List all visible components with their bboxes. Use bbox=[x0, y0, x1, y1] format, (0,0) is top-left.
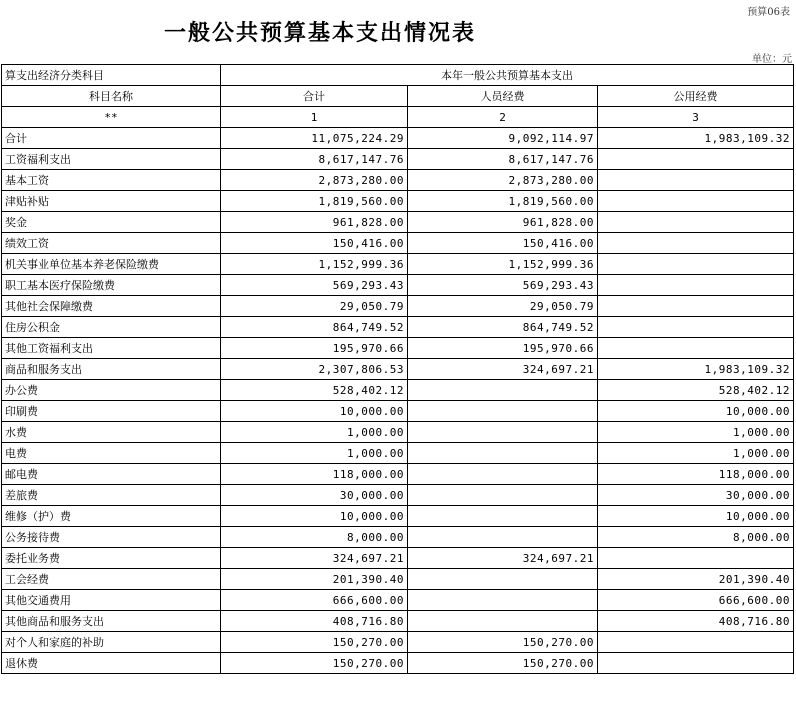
table-row bbox=[2, 485, 794, 506]
row-personnel-cell: 1,819,560.00 bbox=[408, 191, 598, 212]
row-total-cell: 864,749.52 bbox=[221, 317, 408, 338]
row-personnel-cell bbox=[408, 443, 598, 464]
row-personnel-cell bbox=[408, 485, 598, 506]
row-total-cell: 408,716.80 bbox=[221, 611, 408, 632]
row-name-cell: 印刷费 bbox=[2, 401, 221, 422]
row-public-cell: 666,600.00 bbox=[598, 590, 794, 611]
row-public-cell bbox=[598, 653, 794, 674]
row-public-cell bbox=[598, 632, 794, 653]
table-row bbox=[2, 338, 794, 359]
row-name-cell: 电费 bbox=[2, 443, 221, 464]
row-name-cell: 住房公积金 bbox=[2, 317, 221, 338]
row-total-cell: 961,828.00 bbox=[221, 212, 408, 233]
row-personnel-cell bbox=[408, 569, 598, 590]
budget-table bbox=[1, 64, 794, 674]
row-public-cell bbox=[598, 233, 794, 254]
index-row bbox=[2, 107, 794, 128]
row-public-cell bbox=[598, 254, 794, 275]
row-name-cell: 公务接待费 bbox=[2, 527, 221, 548]
table-row bbox=[2, 191, 794, 212]
table-row bbox=[2, 632, 794, 653]
row-public-cell bbox=[598, 338, 794, 359]
column-header-personnel: 人员经费 bbox=[408, 86, 598, 107]
page-title: 一般公共预算基本支出情况表 bbox=[163, 20, 476, 46]
row-name-cell: 水费 bbox=[2, 422, 221, 443]
column-header-name: 科目名称 bbox=[2, 86, 221, 107]
table-row bbox=[2, 569, 794, 590]
table-row bbox=[2, 443, 794, 464]
row-personnel-cell: 324,697.21 bbox=[408, 548, 598, 569]
row-name-cell: 津贴补贴 bbox=[2, 191, 221, 212]
row-public-cell bbox=[598, 317, 794, 338]
row-personnel-cell: 864,749.52 bbox=[408, 317, 598, 338]
row-name-cell: 其他社会保障缴费 bbox=[2, 296, 221, 317]
row-total-cell: 2,873,280.00 bbox=[221, 170, 408, 191]
index-cell: 2 bbox=[408, 107, 598, 128]
row-public-cell: 30,000.00 bbox=[598, 485, 794, 506]
row-total-cell: 30,000.00 bbox=[221, 485, 408, 506]
row-name-cell: 办公费 bbox=[2, 380, 221, 401]
row-name-cell: 其他工资福利支出 bbox=[2, 338, 221, 359]
table-row bbox=[2, 527, 794, 548]
column-header-public: 公用经费 bbox=[598, 86, 794, 107]
row-total-cell: 569,293.43 bbox=[221, 275, 408, 296]
row-total-cell: 8,000.00 bbox=[221, 527, 408, 548]
row-total-cell: 1,819,560.00 bbox=[221, 191, 408, 212]
row-personnel-cell bbox=[408, 401, 598, 422]
table-row bbox=[2, 380, 794, 401]
row-name-cell: 其他交通费用 bbox=[2, 590, 221, 611]
row-name-cell: 差旅费 bbox=[2, 485, 221, 506]
row-total-cell: 150,270.00 bbox=[221, 632, 408, 653]
row-name-cell: 维修（护）费 bbox=[2, 506, 221, 527]
row-name-cell: 基本工资 bbox=[2, 170, 221, 191]
row-public-cell bbox=[598, 296, 794, 317]
table-row bbox=[2, 275, 794, 296]
row-personnel-cell: 29,050.79 bbox=[408, 296, 598, 317]
row-public-cell: 1,000.00 bbox=[598, 443, 794, 464]
table-row bbox=[2, 401, 794, 422]
row-public-cell bbox=[598, 149, 794, 170]
table-row bbox=[2, 128, 794, 149]
row-public-cell: 201,390.40 bbox=[598, 569, 794, 590]
row-name-cell: 职工基本医疗保险缴费 bbox=[2, 275, 221, 296]
row-personnel-cell bbox=[408, 506, 598, 527]
table-row bbox=[2, 548, 794, 569]
group-header-row bbox=[2, 65, 794, 86]
form-number: 预算06表 bbox=[747, 7, 790, 18]
index-cell: ** bbox=[2, 107, 221, 128]
table-row bbox=[2, 611, 794, 632]
row-name-cell: 退休费 bbox=[2, 653, 221, 674]
row-total-cell: 10,000.00 bbox=[221, 401, 408, 422]
row-public-cell: 1,983,109.32 bbox=[598, 359, 794, 380]
index-cell: 1 bbox=[221, 107, 408, 128]
table-row bbox=[2, 359, 794, 380]
row-name-cell: 合计 bbox=[2, 128, 221, 149]
row-total-cell: 11,075,224.29 bbox=[221, 128, 408, 149]
row-total-cell: 118,000.00 bbox=[221, 464, 408, 485]
table-row bbox=[2, 149, 794, 170]
row-personnel-cell: 150,416.00 bbox=[408, 233, 598, 254]
row-personnel-cell bbox=[408, 422, 598, 443]
table-row bbox=[2, 464, 794, 485]
row-public-cell bbox=[598, 275, 794, 296]
row-total-cell: 1,000.00 bbox=[221, 443, 408, 464]
table-row bbox=[2, 317, 794, 338]
unit-label: 单位：元 bbox=[752, 54, 792, 65]
row-personnel-cell: 2,873,280.00 bbox=[408, 170, 598, 191]
row-total-cell: 1,000.00 bbox=[221, 422, 408, 443]
row-public-cell: 10,000.00 bbox=[598, 401, 794, 422]
row-total-cell: 150,416.00 bbox=[221, 233, 408, 254]
row-public-cell: 408,716.80 bbox=[598, 611, 794, 632]
table-row bbox=[2, 254, 794, 275]
table-row bbox=[2, 212, 794, 233]
row-personnel-cell: 8,617,147.76 bbox=[408, 149, 598, 170]
table-row bbox=[2, 653, 794, 674]
row-total-cell: 324,697.21 bbox=[221, 548, 408, 569]
row-personnel-cell: 150,270.00 bbox=[408, 632, 598, 653]
row-public-cell: 1,983,109.32 bbox=[598, 128, 794, 149]
row-name-cell: 工会经费 bbox=[2, 569, 221, 590]
row-personnel-cell: 569,293.43 bbox=[408, 275, 598, 296]
row-personnel-cell bbox=[408, 590, 598, 611]
row-public-cell bbox=[598, 548, 794, 569]
row-name-cell: 邮电费 bbox=[2, 464, 221, 485]
row-name-cell: 工资福利支出 bbox=[2, 149, 221, 170]
group-header-budget: 本年一般公共预算基本支出 bbox=[221, 65, 794, 86]
row-public-cell: 1,000.00 bbox=[598, 422, 794, 443]
group-header-classification: 算支出经济分类科目 bbox=[2, 65, 221, 86]
row-total-cell: 528,402.12 bbox=[221, 380, 408, 401]
table-row bbox=[2, 506, 794, 527]
table-row bbox=[2, 233, 794, 254]
row-name-cell: 对个人和家庭的补助 bbox=[2, 632, 221, 653]
row-personnel-cell: 150,270.00 bbox=[408, 653, 598, 674]
row-personnel-cell: 195,970.66 bbox=[408, 338, 598, 359]
row-personnel-cell bbox=[408, 527, 598, 548]
row-public-cell bbox=[598, 212, 794, 233]
row-total-cell: 666,600.00 bbox=[221, 590, 408, 611]
row-public-cell: 10,000.00 bbox=[598, 506, 794, 527]
row-personnel-cell bbox=[408, 380, 598, 401]
row-total-cell: 8,617,147.76 bbox=[221, 149, 408, 170]
row-personnel-cell bbox=[408, 464, 598, 485]
row-total-cell: 1,152,999.36 bbox=[221, 254, 408, 275]
row-name-cell: 绩效工资 bbox=[2, 233, 221, 254]
row-name-cell: 机关事业单位基本养老保险缴费 bbox=[2, 254, 221, 275]
row-personnel-cell: 9,092,114.97 bbox=[408, 128, 598, 149]
table-row bbox=[2, 170, 794, 191]
table-row bbox=[2, 296, 794, 317]
row-public-cell: 8,000.00 bbox=[598, 527, 794, 548]
row-total-cell: 29,050.79 bbox=[221, 296, 408, 317]
row-personnel-cell: 961,828.00 bbox=[408, 212, 598, 233]
table-body bbox=[2, 128, 794, 674]
row-personnel-cell bbox=[408, 611, 598, 632]
index-cell: 3 bbox=[598, 107, 794, 128]
row-total-cell: 195,970.66 bbox=[221, 338, 408, 359]
table-row bbox=[2, 590, 794, 611]
row-name-cell: 委托业务费 bbox=[2, 548, 221, 569]
row-total-cell: 10,000.00 bbox=[221, 506, 408, 527]
row-public-cell bbox=[598, 191, 794, 212]
row-name-cell: 其他商品和服务支出 bbox=[2, 611, 221, 632]
column-header-row bbox=[2, 86, 794, 107]
row-total-cell: 150,270.00 bbox=[221, 653, 408, 674]
row-public-cell: 118,000.00 bbox=[598, 464, 794, 485]
row-personnel-cell: 1,152,999.36 bbox=[408, 254, 598, 275]
row-total-cell: 2,307,806.53 bbox=[221, 359, 408, 380]
row-public-cell: 528,402.12 bbox=[598, 380, 794, 401]
row-name-cell: 奖金 bbox=[2, 212, 221, 233]
row-total-cell: 201,390.40 bbox=[221, 569, 408, 590]
row-public-cell bbox=[598, 170, 794, 191]
column-header-total: 合计 bbox=[221, 86, 408, 107]
table-row bbox=[2, 422, 794, 443]
row-personnel-cell: 324,697.21 bbox=[408, 359, 598, 380]
row-name-cell: 商品和服务支出 bbox=[2, 359, 221, 380]
